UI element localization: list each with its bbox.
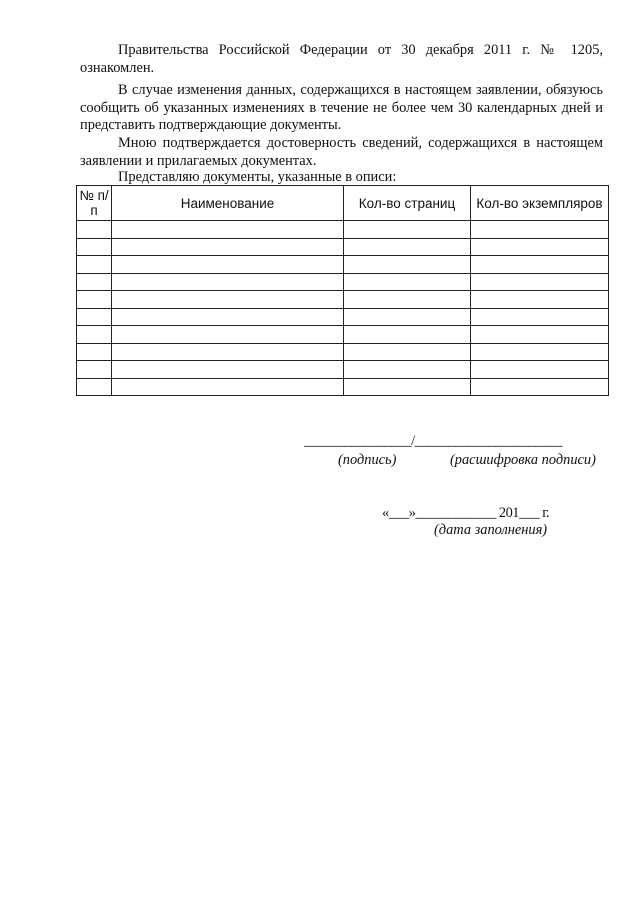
cell-pages[interactable]: [344, 221, 471, 239]
table-row: [77, 378, 609, 396]
cell-pages[interactable]: [344, 326, 471, 344]
cell-name[interactable]: [112, 326, 344, 344]
table-body: [77, 221, 609, 396]
cell-copies[interactable]: [471, 238, 609, 256]
cell-pages[interactable]: [344, 291, 471, 309]
cell-name[interactable]: [112, 256, 344, 274]
cell-copies[interactable]: [471, 308, 609, 326]
table-row: [77, 221, 609, 239]
cell-name[interactable]: [112, 343, 344, 361]
signature-transcript-caption: (расшифровка подписи): [450, 452, 596, 468]
cell-copies[interactable]: [471, 291, 609, 309]
cell-copies[interactable]: [471, 326, 609, 344]
cell-pages[interactable]: [344, 273, 471, 291]
table-row: [77, 308, 609, 326]
table-row: [77, 238, 609, 256]
table-row: [77, 256, 609, 274]
signature-caption: (подпись): [338, 452, 397, 468]
table-row: [77, 291, 609, 309]
cell-number[interactable]: [77, 291, 112, 309]
cell-copies[interactable]: [471, 343, 609, 361]
paragraph-accuracy-confirmation: Мною подтверждается достоверность сведений, содержащихся в настоящем заявлении и прилагаемых документах.: [80, 135, 603, 169]
table-row: [77, 361, 609, 379]
paragraph-change-obligation: В случае изменения данных, содержащихся в настоящем заявлении, обязуюсь сообщить об указанных изменениях в течение не более чем 30 календарных дней и представить подтверждающие документы.: [80, 82, 603, 134]
cell-name[interactable]: [112, 308, 344, 326]
date-caption: (дата заполнения): [434, 522, 548, 538]
paragraph-decree-acknowledgement: Правительства Российской Федерации от 30 декабря 2011 г. № 1205, ознакомлен.: [80, 42, 603, 76]
cell-copies[interactable]: [471, 273, 609, 291]
cell-number[interactable]: [77, 238, 112, 256]
cell-pages[interactable]: [344, 361, 471, 379]
documents-inventory-table: [76, 185, 609, 396]
cell-number[interactable]: [77, 326, 112, 344]
cell-pages[interactable]: [344, 343, 471, 361]
cell-name[interactable]: [112, 361, 344, 379]
cell-name[interactable]: [112, 273, 344, 291]
signature-line[interactable]: ________________/______________________: [304, 433, 562, 449]
cell-copies[interactable]: [471, 256, 609, 274]
cell-number[interactable]: [77, 273, 112, 291]
header-number: № п/п: [77, 186, 112, 221]
cell-number[interactable]: [77, 378, 112, 396]
cell-name[interactable]: [112, 378, 344, 396]
cell-name[interactable]: [112, 221, 344, 239]
cell-number[interactable]: [77, 343, 112, 361]
cell-copies[interactable]: [471, 361, 609, 379]
cell-name[interactable]: [112, 238, 344, 256]
cell-number[interactable]: [77, 361, 112, 379]
cell-pages[interactable]: [344, 378, 471, 396]
cell-number[interactable]: [77, 308, 112, 326]
table-row: [77, 326, 609, 344]
table-row: [77, 273, 609, 291]
header-copies: Кол-во экземпляров: [471, 186, 609, 221]
table-header-row: [77, 186, 609, 221]
header-pages: Кол-во страниц: [344, 186, 471, 221]
paragraph-documents-intro: Представляю документы, указанные в описи:: [118, 169, 397, 185]
cell-copies[interactable]: [471, 221, 609, 239]
cell-number[interactable]: [77, 256, 112, 274]
cell-pages[interactable]: [344, 256, 471, 274]
cell-pages[interactable]: [344, 238, 471, 256]
date-line[interactable]: «___»____________ 201___ г.: [382, 505, 550, 521]
table-row: [77, 343, 609, 361]
cell-name[interactable]: [112, 291, 344, 309]
cell-copies[interactable]: [471, 378, 609, 396]
header-name: Наименование: [112, 186, 344, 221]
cell-number[interactable]: [77, 221, 112, 239]
cell-pages[interactable]: [344, 308, 471, 326]
